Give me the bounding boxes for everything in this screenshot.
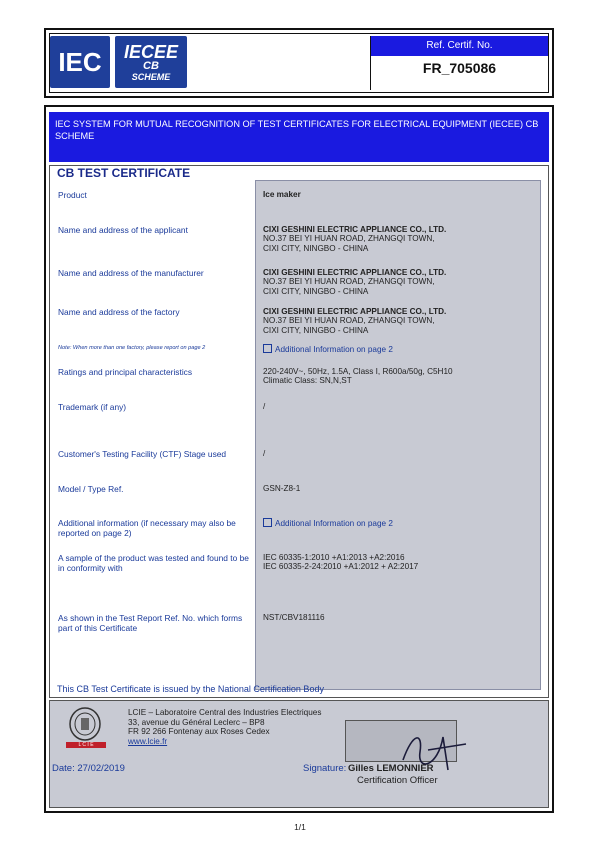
ratings-line2: Climatic Class: SN,N,ST [263,376,352,386]
iecee-logo-cb: CB [143,59,159,72]
scheme-banner: IEC SYSTEM FOR MUTUAL RECOGNITION OF TEST CERTIFICATES FOR ELECTRICAL EQUIPMENT (IECEE) CB SCHEME [49,112,549,162]
factory-label: Name and address of the factory [58,307,180,317]
ratings-value [263,367,533,386]
iecee-logo-title: IECEE [123,41,179,62]
factory-value [263,307,533,335]
issued-statement: This CB Test Certificate is issued by the National Certification Body [57,684,324,694]
ratings-line1: 220-240V~, 50Hz, 1.5A, Class I, R600a/50g, C5H10 [263,367,453,376]
factory-address-line1: NO.37 BEI YI HUAN ROAD, ZHANGQI TOWN, [263,316,435,326]
trademark-value: / [263,402,266,411]
lcie-logo-text: L C I E [78,742,94,748]
ctf-value: / [263,449,266,458]
product-label: Product [58,190,87,200]
conformity-value [263,553,533,572]
signatory-role: Certification Officer [357,775,438,786]
lab-address-line1: 33, avenue du Général Leclerc – BP8 [128,717,265,727]
product-value-text: Ice maker [263,190,301,199]
applicant-address-line2: CIXI CITY, NINGBO - CHINA [263,243,369,253]
checkbox-icon [263,518,272,527]
model-value: GSN-Z8-1 [263,484,301,493]
conformity-label: A sample of the product was tested and found to be in conformity with [58,553,249,573]
lab-address [128,708,321,746]
ref-value: FR_705086 [422,60,497,76]
applicant-address-line1: NO.37 BEI YI HUAN ROAD, ZHANGQI TOWN, [263,234,435,244]
product-value [263,190,533,199]
date-label: Date: [52,763,75,774]
date [52,763,125,774]
manufacturer-address-line2: CIXI CITY, NINGBO - CHINA [263,286,369,296]
iecee-logo-scheme: SCHEME [131,71,171,82]
ratings-label: Ratings and principal characteristics [58,367,193,377]
iec-logo-text: IEC [58,46,102,77]
manufacturer-value [263,268,533,296]
ctf-label: Customer's Testing Facility (CTF) Stage used [58,449,227,459]
applicant-name: CIXI GESHINI ELECTRIC APPLIANCE CO., LTD. [263,225,447,234]
applicant-value [263,225,533,253]
factory-additional-info-text: Additional Information on page 2 [275,345,393,354]
certificate-title: CB TEST CERTIFICATE [57,166,191,180]
additional-info-label: Additional information (if necessary may also be reported on page 2) [58,518,236,538]
additional-info-text: Additional Information on page 2 [275,519,393,528]
ref-label: Ref. Certif. No. [371,36,548,56]
lab-address-line2: FR 92 266 Fontenay aux Roses Cedex [128,727,270,737]
model-label: Model / Type Ref. [58,484,124,494]
factory-note: Note: When more than one factory, please report on page 2 [58,345,206,351]
report-value: NST/CBV181116 [263,613,325,622]
checkbox-icon [263,344,272,353]
iec-logo [50,36,110,88]
lab-website-link[interactable]: www.lcie.fr [128,736,168,746]
factory-address-line2: CIXI CITY, NINGBO - CHINA [263,325,369,335]
page-number: 1/1 [294,822,306,832]
manufacturer-address-line1: NO.37 BEI YI HUAN ROAD, ZHANGQI TOWN, [263,277,435,287]
applicant-label: Name and address of the applicant [58,225,188,235]
factory-name: CIXI GESHINI ELECTRIC APPLIANCE CO., LTD. [263,307,447,316]
report-label: As shown in the Test Report Ref. No. which forms part of this Certificate [58,613,243,633]
factory-additional-info [263,344,533,354]
iecee-logo [115,36,187,88]
manufacturer-label: Name and address of the manufacturer [58,268,204,278]
signature-label: Signature: [303,763,347,774]
lab-name: LCIE – Laboratoire Central des Industries Electriques [128,708,322,717]
signatory-name: Gilles LEMONNIER [348,763,434,774]
additional-info-value [263,518,533,528]
standard-line1: IEC 60335-1:2010 +A1:2013 +A2:2016 [263,553,405,562]
standard-line2: IEC 60335-2-24:2010 +A1:2012 + A2:2017 [263,562,419,572]
date-value: 27/02/2019 [77,763,125,774]
trademark-label: Trademark (if any) [58,402,127,412]
manufacturer-name: CIXI GESHINI ELECTRIC APPLIANCE CO., LTD. [263,268,447,277]
bureau-veritas-seal-icon [68,706,102,746]
